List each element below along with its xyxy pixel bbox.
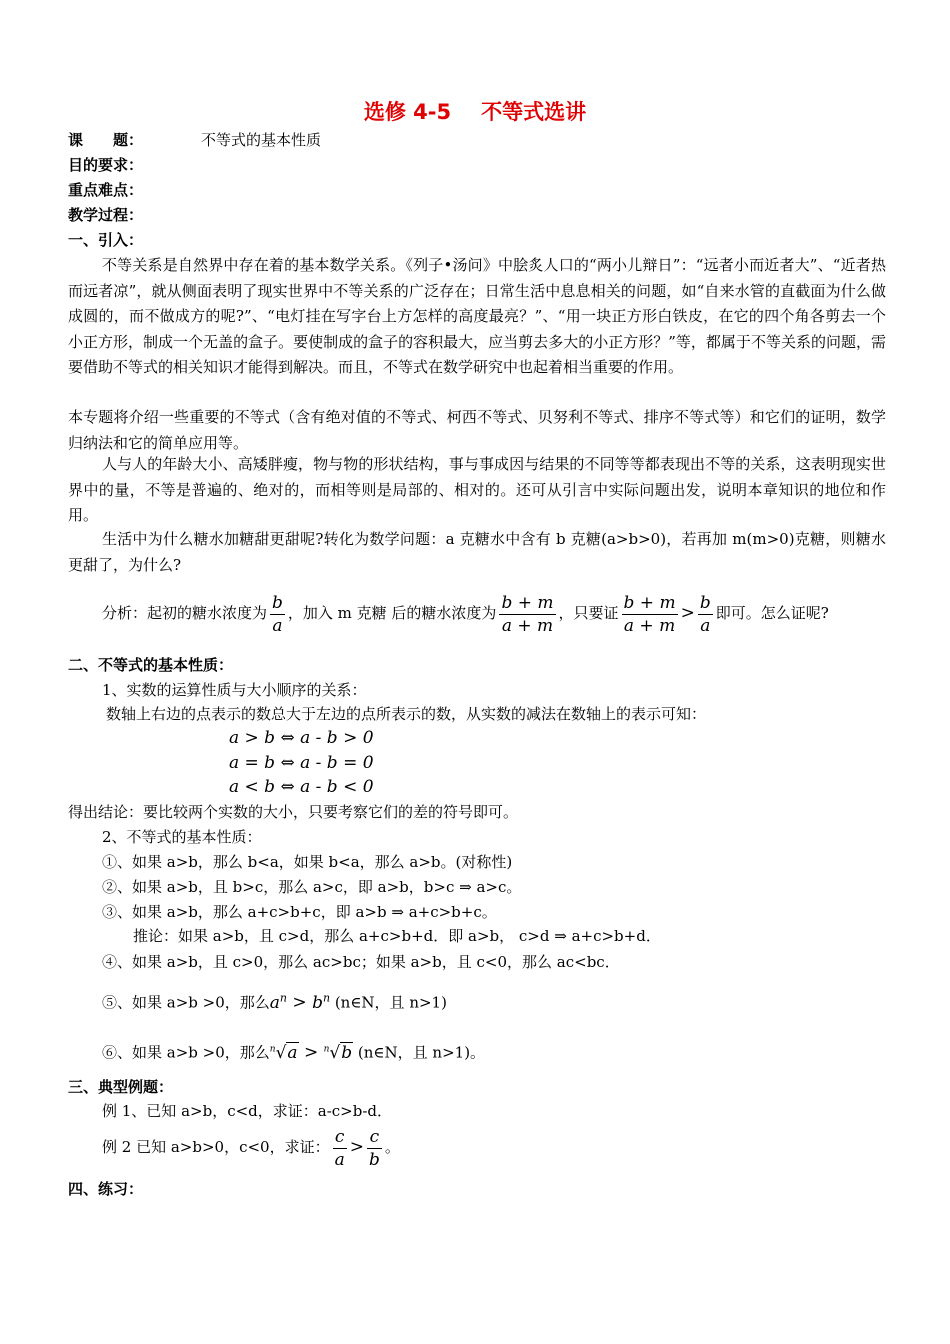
page-title — [0, 96, 950, 126]
intro-paragraph-4: 生活中为什么糖水加糖甜更甜呢?转化为数学问题：a 克糖水中含有 b 克糖(a>b>0)，若再加 m(m>0)克糖，则糖水更甜了，为什么? — [68, 530, 886, 574]
intro-paragraph-2: 本专题将介绍一些重要的不等式（含有绝对值的不等式、柯西不等式、贝努利不等式、排序不等式等）和它们的证明，数学归纳法和它的简单应用等。 — [68, 408, 886, 452]
property-6: ⑥、如果 a>b >0，那么$^n$√a > $^n$√b (n∈N，且 n>1)。 — [102, 1042, 486, 1063]
analysis-text-3: ，只要证 — [558, 604, 619, 622]
power-b: $b^n$ — [312, 991, 331, 1013]
example-1: 例 1、已知 a>b，c<d，求证：a-c>b-d． — [102, 1102, 393, 1120]
fraction-bm-over-am: $\frac{b + m}{a + m}$ — [501, 592, 554, 636]
course-row — [68, 129, 888, 151]
section-heading-properties: 二、不等式的基本性质： — [68, 656, 234, 674]
intro-paragraph-3: 人与人的年龄大小、高矮胖瘦，物与物的形状结构，事与事成因与结果的不同等等都表现出不等的关系，这表明现实世界中的量，不等是普遍的、绝对的，而相等则是局部的、相对的。还可从引言中实际问题出发，说明本章知识的地位和作用。 — [68, 455, 886, 524]
fraction-b-over-a-2: $\frac{b}{a}$ — [699, 592, 711, 636]
title-part-right: 不等式选讲 — [481, 100, 587, 124]
greater-than-sign: > — [680, 603, 695, 623]
fraction-bm-over-am-2: $\frac{b + m}{a + m}$ — [623, 592, 676, 636]
equivalence-1: a > b ⇔ a - b > 0 — [229, 728, 374, 748]
key-label: 重点难点： — [68, 181, 144, 199]
example-2: 例 2 已知 a>b>0，c<0，求证： $\frac{c}{a}$ > $\frac{c}{b}$ 。 — [102, 1126, 400, 1170]
analysis-row — [102, 592, 922, 636]
intro-paragraph-1: 不等关系是自然界中存在着的基本数学关系。《列子•汤问》中脍炙人口的“两小儿辩日”：“远者小而近者大”、“近者热而远者凉”，就从侧面表明了现实世界中不等关系的广泛存在；日常生活中息息相关的问题，如“自来水管的直截面为什么做成圆的，而不做成方的呢?”、“电灯挂在写字台上方怎样的高度最亮？”、“用一块正方形白铁皮，在它的四个角各剪去一个小正方形，制成一个无盖的盒子。要使制成的盒子的容积最大，应当剪去多大的小正方形？”等，都属于不等关系的问题，需要借助不等式的相关知识才能得到解决。而且，不等式在数学研究中也起着相当重要的作用。 — [68, 256, 886, 376]
property-2: ②、如果 a>b，且 b>c，那么 a>c，即 a>b，b>c ⇒ a>c。 — [102, 878, 522, 896]
section-heading-exercises: 四、练习： — [68, 1180, 144, 1198]
subheading-operations: 1、实数的运算性质与大小顺序的关系： — [102, 681, 367, 699]
fraction-b-over-a: $\frac{b}{a}$ — [272, 592, 283, 636]
property-5: ⑤、如果 a>b >0，那么$a^n > b^n$ (n∈N，且 n>1) — [102, 991, 447, 1013]
conclusion-text: 得出结论：要比较两个实数的大小，只要考察它们的差的符号即可。 — [68, 803, 519, 821]
course-value: 不等式的基本性质 — [201, 131, 322, 149]
subheading-basic-properties: 2、不等式的基本性质： — [102, 828, 262, 846]
equivalence-2: a = b ⇔ a - b = 0 — [229, 753, 374, 773]
fraction-c-over-a: $\frac{c}{a}$ — [334, 1126, 345, 1170]
property-3: ③、如果 a>b，那么 a+c>b+c，即 a>b ⇒ a+c>b+c。 — [102, 903, 497, 921]
number-line-text: 数轴上右边的点表示的数总大于左边的点所表示的数，从实数的减法在数轴上的表示可知： — [106, 705, 707, 723]
analysis-text-4: 即可。怎么证呢? — [715, 604, 829, 622]
analysis-text-1: 分析：起初的糖水浓度为 — [102, 604, 268, 622]
property-4: ④、如果 a>b，且 c>0，那么 ac>bc；如果 a>b，且 c<0，那么 ac<bc． — [102, 953, 620, 971]
process-label: 教学过程： — [68, 206, 144, 224]
power-a: $a^n$ — [269, 991, 287, 1013]
property-3-corollary: 推论：如果 a>b，且 c>d，那么 a+c>b+d．即 a>b， c>d ⇒ a+c>b+d． — [133, 927, 661, 945]
analysis-text-2: ，加入 m 克糖 后的糖水浓度为 — [287, 604, 497, 622]
section-heading-examples: 三、典型例题： — [68, 1078, 174, 1096]
title-part-left: 选修 4-5 — [363, 100, 452, 124]
root-b: $^n$√b — [323, 1042, 353, 1063]
goal-label: 目的要求： — [68, 156, 144, 174]
property-1: ①、如果 a>b，那么 b<a，如果 b<a，那么 a>b。(对称性) — [102, 853, 513, 871]
equivalence-3: a < b ⇔ a - b < 0 — [229, 777, 374, 797]
section-heading-intro: 一、引入： — [68, 231, 144, 249]
fraction-c-over-b: $\frac{c}{b}$ — [368, 1126, 380, 1170]
course-label: 课 题： — [68, 131, 144, 149]
root-a: $^n$√a — [269, 1042, 298, 1063]
